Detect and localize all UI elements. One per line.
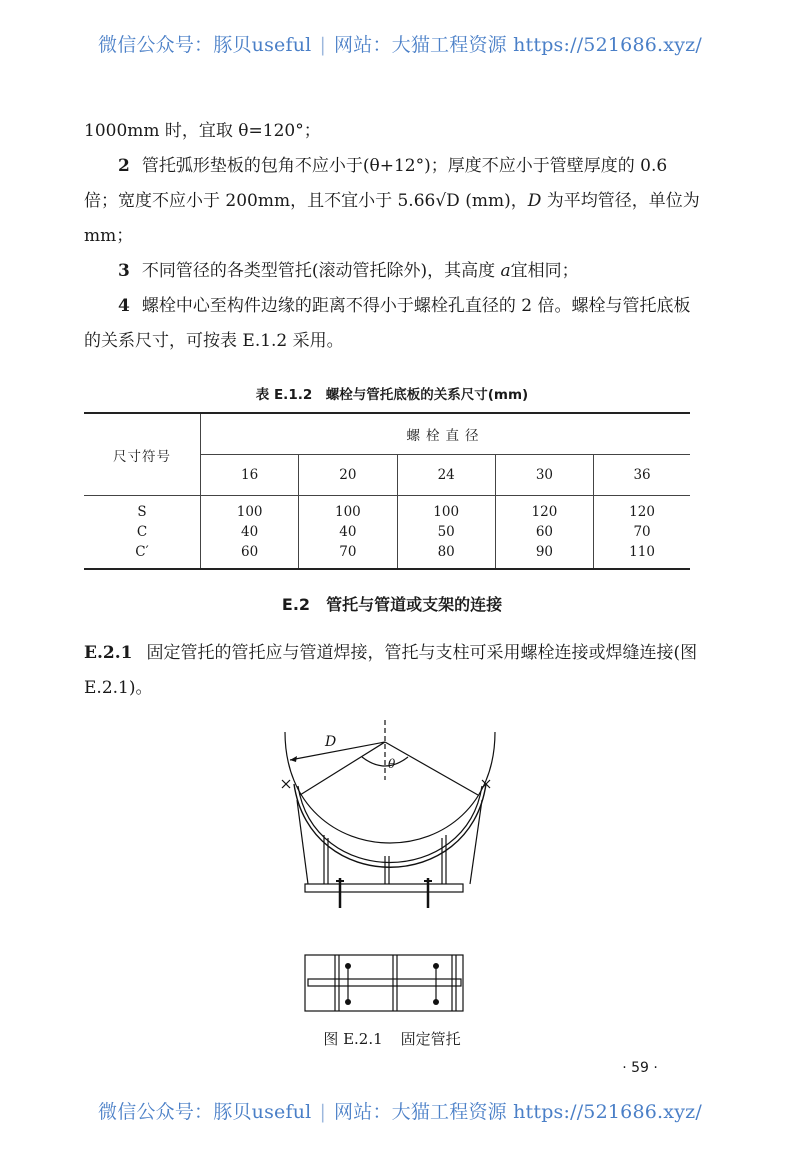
header-bolt-diameter: 螺栓直径 [201, 413, 691, 455]
item-3-text-b: 宜相同； [510, 261, 579, 281]
table-row [84, 496, 690, 570]
clause-number: E.2.1 [84, 643, 133, 663]
symbol-c-prime: C′ [135, 544, 149, 560]
label-d: D [325, 734, 337, 750]
cell-s-24: 100 [433, 504, 460, 520]
diameter-30: 30 [495, 455, 593, 496]
cell-c-20: 40 [339, 524, 357, 540]
watermark-separator: | [319, 34, 327, 56]
item-4-text: 螺栓中心至构件边缘的距离不得小于螺栓孔直径的 2 倍。螺栓与管托底板的关系尺寸，可按表 E.1.2 采用。 [84, 296, 691, 351]
table-header-row [84, 413, 690, 455]
cell-cp-30: 90 [535, 544, 554, 560]
diameter-36: 36 [594, 455, 690, 496]
watermark-website: 网站：大猫工程资源 https://521686.xyz/ [334, 34, 702, 56]
values-16 [201, 496, 299, 570]
fixed-pipe-support-figure [270, 720, 510, 1020]
watermark-wechat: 微信公众号：豚贝useful [98, 34, 312, 56]
symbol-column [84, 496, 201, 570]
cell-c-36: 70 [633, 524, 651, 540]
cell-c-16: 40 [241, 524, 259, 540]
item-2-text-a: 管托弧形垫板的包角不应小于(θ+12°)；厚度不应小于管壁厚度的 0.6 倍；宽度不应小于 200mm，且不宜小于 5.66√D (mm)， [84, 156, 668, 211]
pipe-support-drawing [270, 720, 510, 1020]
cell-s-16: 100 [236, 504, 263, 520]
item-3-var-a: a [500, 261, 511, 281]
diameter-16: 16 [201, 455, 299, 496]
label-theta: θ [388, 757, 396, 771]
symbol-s: S [137, 504, 147, 520]
table-caption: 表 E.1.2 螺栓与管托底板的关系尺寸(mm) [255, 387, 529, 403]
figure-caption [84, 1028, 700, 1049]
watermark-separator: | [319, 1101, 327, 1123]
bolt-dimension-table [84, 412, 690, 570]
cell-s-36: 120 [629, 504, 655, 520]
item-2 [84, 149, 700, 254]
cell-cp-16: 60 [241, 544, 259, 560]
clause-text: 固定管托的管托应与管道焊接，管托与支柱可采用螺栓连接或焊缝连接(图 E.2.1)。 [84, 643, 698, 698]
watermark-website: 网站：大猫工程资源 https://521686.xyz/ [334, 1101, 702, 1123]
cell-s-30: 120 [531, 504, 558, 520]
cell-cp-20: 70 [339, 544, 357, 560]
cell-s-20: 100 [335, 504, 361, 520]
page-number: · 59 · [622, 1060, 658, 1076]
item-4-number: 4 [118, 296, 130, 316]
item-2-text-b: 为平均管径，单位为 mm； [84, 191, 700, 246]
item-2-var-d: D [527, 191, 542, 211]
watermark-wechat: 微信公众号：豚贝useful [98, 1101, 312, 1123]
diameter-20: 20 [299, 455, 397, 496]
diameter-24: 24 [397, 455, 495, 496]
figure-caption-label: 图 E.2.1 [323, 1030, 383, 1048]
watermark-bottom [0, 1097, 800, 1124]
item-2-number: 2 [118, 156, 130, 176]
symbol-c: C [136, 524, 148, 540]
item-3-text-a: 不同管径的各类型管托(滚动管托除外)，其高度 [141, 261, 501, 281]
values-20 [299, 496, 397, 570]
values-30 [495, 496, 593, 570]
values-24 [397, 496, 495, 570]
cell-c-30: 60 [535, 524, 554, 540]
figure-caption-text: 固定管托 [400, 1030, 461, 1048]
section-title: E.2 管托与管道或支架的连接 [281, 595, 503, 614]
header-symbol: 尺寸符号 [84, 413, 201, 496]
item-3-number: 3 [118, 261, 130, 281]
item-4 [84, 289, 700, 359]
line-continuation: 1000mm 时，宜取 θ=120°； [84, 121, 321, 141]
body-text [84, 114, 700, 359]
watermark-top [0, 30, 800, 57]
values-36 [594, 496, 690, 570]
cell-c-24: 50 [437, 524, 455, 540]
item-3 [84, 254, 700, 289]
cell-cp-36: 110 [629, 544, 655, 560]
clause-e-2-1 [84, 636, 700, 706]
cell-cp-24: 80 [437, 544, 455, 560]
